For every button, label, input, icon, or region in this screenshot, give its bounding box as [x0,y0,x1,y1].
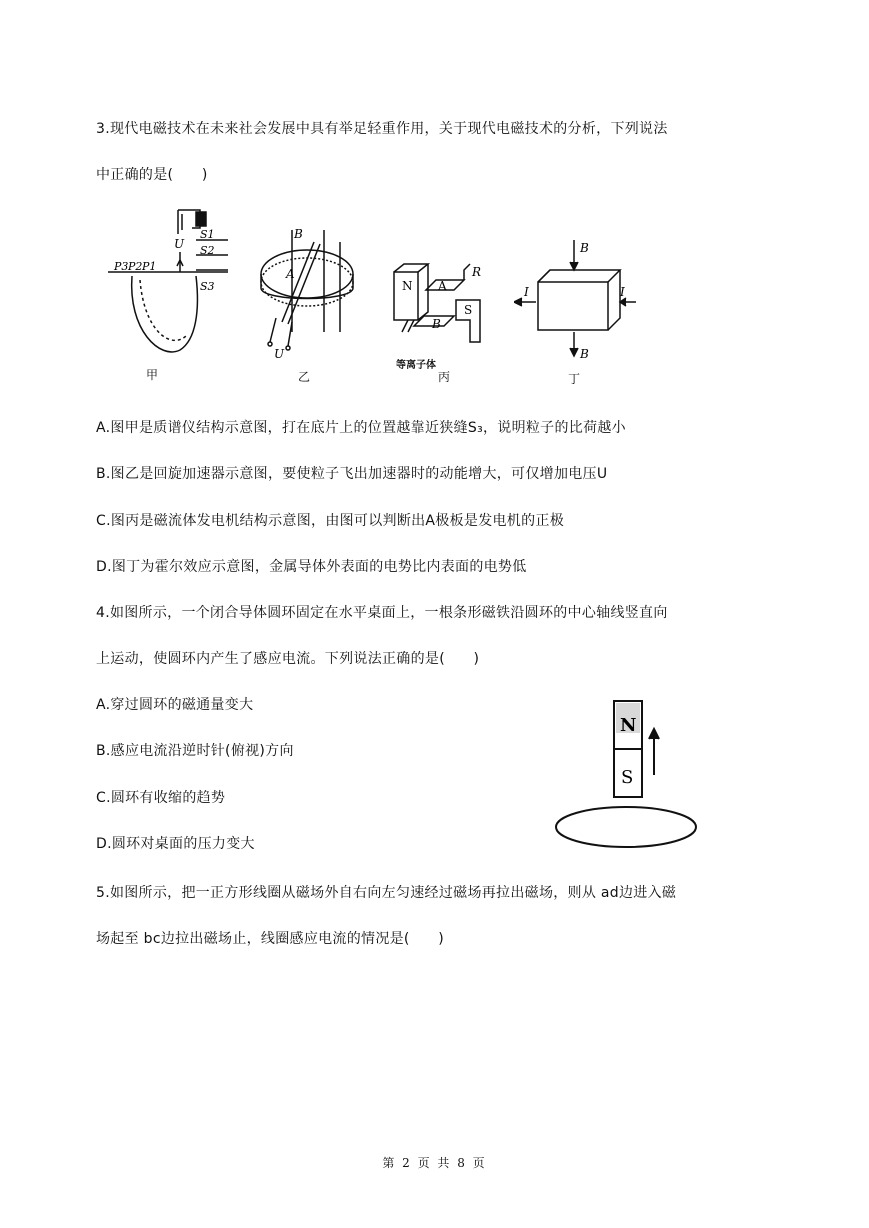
q3-option-c: C.图丙是磁流体发电机结构示意图，由图可以判断出A极板是发电机的正极 [96,513,565,529]
figure-q4-magnet-ring [550,695,706,855]
figure-yi-cyclotron [252,222,362,362]
q4-stem-line1: 4.如图所示，一个闭合导体圆环固定在水平桌面上，一根条形磁铁沿圆环的中心轴线竖直向 [96,605,668,621]
caption-ding: 丁 [568,372,581,386]
label-U-yi: U [274,347,285,361]
q5-stem-line1: 5.如图所示，把一正方形线圈从磁场外自右向左匀速经过磁场再拉出磁场，则从 ad边进入磁 [96,885,677,901]
figure-jia-mass-spectrometer [100,200,230,370]
magnet-south-label: S [621,767,634,788]
q4-option-c: C.圆环有收缩的趋势 [96,790,226,806]
q4-option-b: B.感应电流沿逆时针(俯视)方向 [96,743,294,759]
q4-option-d: D.圆环对桌面的压力变大 [96,836,255,852]
label-N-bing: N [402,279,413,293]
caption-plasma: 等离子体 [396,360,436,371]
q3-stem-line2: 中正确的是( ) [96,167,208,183]
label-S2: S2 [200,244,215,257]
q5-stem-line2: 场起至 bc边拉出磁场止，线圈感应电流的情况是( ) [96,931,445,947]
caption-jia: 甲 [146,368,159,382]
label-B-bing: B [432,317,441,331]
label-U: U [174,237,185,251]
magnet-north-label: N [620,715,637,736]
label-S-bing: S [464,303,473,317]
q3-option-a: A.图甲是质谱仪结构示意图，打在底片上的位置越靠近狭缝S₃，说明粒子的比荷越小 [96,420,626,436]
q4-option-a: A.穿过圆环的磁通量变大 [96,697,254,713]
label-A-bing: A [438,279,447,293]
label-A-yi: A [286,267,295,281]
label-I-left-ding: I [524,285,529,299]
q3-option-b: B.图乙是回旋加速器示意图，要使粒子飞出加速器时的动能增大，可仅增加电压U [96,466,608,482]
q4-stem-line2: 上运动，使圆环内产生了感应电流。下列说法正确的是( ) [96,651,480,667]
figure-ding-hall-effect [514,236,638,366]
label-P3: P3 [114,260,129,273]
label-B-top-ding: B [580,241,589,255]
label-B-yi: B [294,227,303,241]
label-P1: P1 [142,260,157,273]
label-S3: S3 [200,280,215,293]
caption-yi: 乙 [298,370,311,384]
label-S1: S1 [200,228,215,241]
page-footer: 第 2 页 共 8 页 [382,1156,487,1170]
label-R-bing: R [472,265,482,279]
figure-bing-mhd-generator [384,250,504,360]
caption-bing: 丙 [438,370,451,384]
q3-stem-line1: 3.现代电磁技术在未来社会发展中具有举足轻重作用，关于现代电磁技术的分析，下列说法 [96,121,668,137]
label-I-right-ding: I [620,285,625,299]
label-B-bottom-ding: B [580,347,589,361]
q3-option-d: D.图丁为霍尔效应示意图，金属导体外表面的电势比内表面的电势低 [96,559,527,575]
label-P2: P2 [128,260,143,273]
